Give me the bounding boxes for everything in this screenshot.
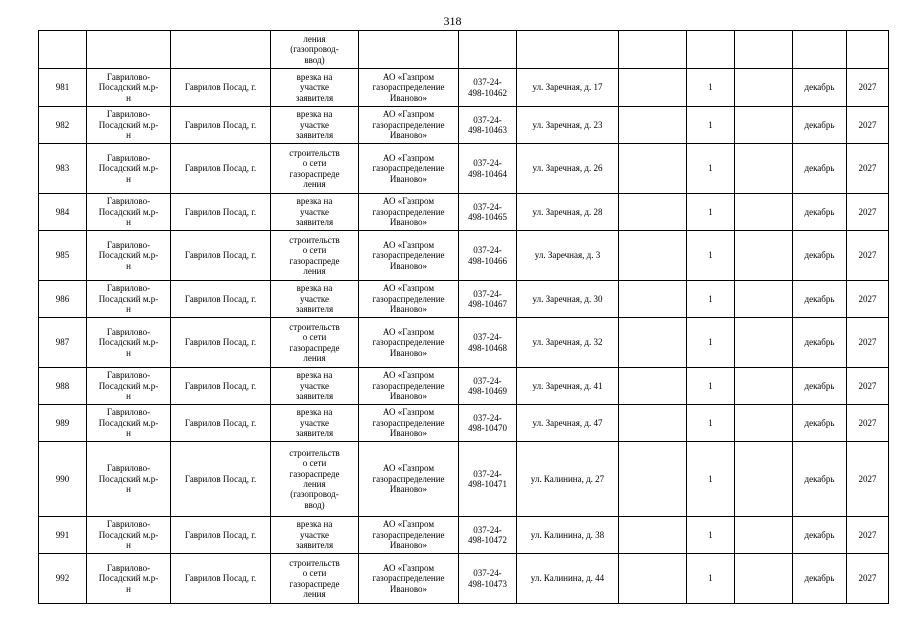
cell-organization: АО «Газпром газораспределение Иваново»	[359, 517, 459, 554]
cell-address: ул. Заречная, д. 47	[517, 405, 619, 442]
cell-settlement: Гаврилов Посад, г.	[171, 517, 271, 554]
cell-empty	[619, 442, 687, 517]
cell-district: Гаврилово- Посадский м.р- н	[87, 281, 171, 318]
cell-quantity: 1	[687, 405, 735, 442]
cell-district: Гаврилово- Посадский м.р- н	[87, 144, 171, 194]
cell-year: 2027	[847, 231, 889, 281]
cell-empty	[735, 194, 793, 231]
cell-number: 989	[39, 405, 87, 442]
cell-district: Гаврилово- Посадский м.р- н	[87, 318, 171, 368]
cell-empty	[619, 194, 687, 231]
cell-empty	[619, 405, 687, 442]
cell-year: 2027	[847, 107, 889, 144]
cell-empty	[735, 144, 793, 194]
cell-address: ул. Заречная, д. 26	[517, 144, 619, 194]
cell-connection-type: врезка на участке заявителя	[271, 368, 359, 405]
cell-empty	[735, 31, 793, 69]
cell-empty	[359, 31, 459, 69]
table-row-continuation	[39, 31, 889, 69]
cell-empty	[619, 368, 687, 405]
cell-empty	[735, 405, 793, 442]
cell-number: 984	[39, 194, 87, 231]
cell-settlement: Гаврилов Посад, г.	[171, 554, 271, 604]
cell-quantity: 1	[687, 144, 735, 194]
cell-empty	[735, 442, 793, 517]
cell-empty	[735, 231, 793, 281]
table-row	[39, 442, 889, 517]
cell-empty	[735, 281, 793, 318]
cell-code: 037-24- 498-10462	[459, 69, 517, 107]
table-body	[39, 31, 889, 604]
cell-code: 037-24- 498-10466	[459, 231, 517, 281]
cell-year: 2027	[847, 554, 889, 604]
cell-empty	[735, 368, 793, 405]
cell-connection-type: строительств о сети газораспреде ления	[271, 554, 359, 604]
cell-month: декабрь	[793, 231, 847, 281]
cell-code: 037-24- 498-10471	[459, 442, 517, 517]
cell-settlement: Гаврилов Посад, г.	[171, 69, 271, 107]
cell-district: Гаврилово- Посадский м.р- н	[87, 231, 171, 281]
cell-connection-type: строительств о сети газораспреде ления	[271, 144, 359, 194]
table-row	[39, 231, 889, 281]
cell-number: 992	[39, 554, 87, 604]
table-row	[39, 281, 889, 318]
cell-quantity: 1	[687, 281, 735, 318]
cell-organization: АО «Газпром газораспределение Иваново»	[359, 318, 459, 368]
cell-district: Гаврилово- Посадский м.р- н	[87, 69, 171, 107]
cell-month: декабрь	[793, 107, 847, 144]
cell-address: ул. Заречная, д. 28	[517, 194, 619, 231]
cell-number: 983	[39, 144, 87, 194]
cell-address: ул. Заречная, д. 17	[517, 69, 619, 107]
cell-connection-type: строительств о сети газораспреде ления	[271, 231, 359, 281]
cell-district: Гаврилово- Посадский м.р- н	[87, 405, 171, 442]
cell-empty	[517, 31, 619, 69]
cell-quantity: 1	[687, 442, 735, 517]
cell-district: Гаврилово- Посадский м.р- н	[87, 517, 171, 554]
cell-address: ул. Заречная, д. 23	[517, 107, 619, 144]
cell-settlement: Гаврилов Посад, г.	[171, 107, 271, 144]
cell-code: 037-24- 498-10463	[459, 107, 517, 144]
cell-address: ул. Калинина, д. 44	[517, 554, 619, 604]
cell-empty	[735, 107, 793, 144]
cell-connection-type: врезка на участке заявителя	[271, 281, 359, 318]
cell-quantity: 1	[687, 107, 735, 144]
cell-year: 2027	[847, 368, 889, 405]
cell-number: 985	[39, 231, 87, 281]
cell-month: декабрь	[793, 281, 847, 318]
cell-organization: АО «Газпром газораспределение Иваново»	[359, 107, 459, 144]
cell-year: 2027	[847, 281, 889, 318]
table-row	[39, 554, 889, 604]
cell-year: 2027	[847, 144, 889, 194]
cell-number: 988	[39, 368, 87, 405]
cell-empty	[619, 318, 687, 368]
cell-number: 986	[39, 281, 87, 318]
cell-organization: АО «Газпром газораспределение Иваново»	[359, 554, 459, 604]
connection-register-table	[38, 30, 889, 604]
cell-settlement: Гаврилов Посад, г.	[171, 442, 271, 517]
cell-month: декабрь	[793, 554, 847, 604]
table-row	[39, 517, 889, 554]
cell-number: 981	[39, 69, 87, 107]
cell-address: ул. Заречная, д. 3	[517, 231, 619, 281]
cell-number: 987	[39, 318, 87, 368]
cell-empty	[619, 31, 687, 69]
cell-quantity: 1	[687, 554, 735, 604]
cell-settlement: Гаврилов Посад, г.	[171, 194, 271, 231]
cell-connection-type: врезка на участке заявителя	[271, 194, 359, 231]
cell-empty	[793, 31, 847, 69]
cell-year: 2027	[847, 517, 889, 554]
table-row	[39, 69, 889, 107]
cell-quantity: 1	[687, 517, 735, 554]
cell-empty	[87, 31, 171, 69]
cell-month: декабрь	[793, 517, 847, 554]
cell-year: 2027	[847, 194, 889, 231]
cell-quantity: 1	[687, 231, 735, 281]
cell-quantity: 1	[687, 368, 735, 405]
cell-organization: АО «Газпром газораспределение Иваново»	[359, 144, 459, 194]
cell-settlement: Гаврилов Посад, г.	[171, 144, 271, 194]
cell-organization: АО «Газпром газораспределение Иваново»	[359, 405, 459, 442]
table-row	[39, 368, 889, 405]
cell-month: декабрь	[793, 405, 847, 442]
cell-year: 2027	[847, 442, 889, 517]
cell-code: 037-24- 498-10465	[459, 194, 517, 231]
cell-connection-type: врезка на участке заявителя	[271, 69, 359, 107]
cell-month: декабрь	[793, 442, 847, 517]
table-row	[39, 107, 889, 144]
cell-organization: АО «Газпром газораспределение Иваново»	[359, 368, 459, 405]
cell-address: ул. Заречная, д. 41	[517, 368, 619, 405]
cell-empty	[687, 31, 735, 69]
cell-empty	[171, 31, 271, 69]
cell-district: Гаврилово- Посадский м.р- н	[87, 554, 171, 604]
cell-empty	[619, 69, 687, 107]
table-row	[39, 144, 889, 194]
cell-address: ул. Заречная, д. 30	[517, 281, 619, 318]
cell-empty	[619, 231, 687, 281]
cell-organization: АО «Газпром газораспределение Иваново»	[359, 194, 459, 231]
cell-number: 990	[39, 442, 87, 517]
cell-code: 037-24- 498-10472	[459, 517, 517, 554]
cell-quantity: 1	[687, 194, 735, 231]
cell-code: 037-24- 498-10467	[459, 281, 517, 318]
cell-district: Гаврилово- Посадский м.р- н	[87, 368, 171, 405]
cell-code: 037-24- 498-10469	[459, 368, 517, 405]
cell-code: 037-24- 498-10470	[459, 405, 517, 442]
cell-organization: АО «Газпром газораспределение Иваново»	[359, 281, 459, 318]
cell-address: ул. Калинина, д. 27	[517, 442, 619, 517]
table-row	[39, 405, 889, 442]
cell-connection-type: врезка на участке заявителя	[271, 517, 359, 554]
cell-settlement: Гаврилов Посад, г.	[171, 405, 271, 442]
cell-empty	[39, 31, 87, 69]
cell-empty	[619, 144, 687, 194]
cell-year: 2027	[847, 318, 889, 368]
cell-year: 2027	[847, 69, 889, 107]
cell-empty	[735, 554, 793, 604]
cell-empty	[619, 281, 687, 318]
cell-empty	[735, 69, 793, 107]
cell-empty	[847, 31, 889, 69]
cell-district: Гаврилово- Посадский м.р- н	[87, 194, 171, 231]
cell-number: 991	[39, 517, 87, 554]
cell-code: 037-24- 498-10464	[459, 144, 517, 194]
cell-address: ул. Калинина, д. 38	[517, 517, 619, 554]
cell-number: 982	[39, 107, 87, 144]
cell-month: декабрь	[793, 318, 847, 368]
cell-connection-type: врезка на участке заявителя	[271, 107, 359, 144]
cell-settlement: Гаврилов Посад, г.	[171, 281, 271, 318]
cell-empty	[619, 554, 687, 604]
cell-month: декабрь	[793, 144, 847, 194]
cell-empty	[619, 517, 687, 554]
cell-month: декабрь	[793, 194, 847, 231]
cell-quantity: 1	[687, 69, 735, 107]
cell-empty	[735, 318, 793, 368]
cell-code: 037-24- 498-10468	[459, 318, 517, 368]
cell-connection-type: строительств о сети газораспреде ления (газопровод- ввод)	[271, 442, 359, 517]
cell-connection-type: врезка на участке заявителя	[271, 405, 359, 442]
cell-settlement: Гаврилов Посад, г.	[171, 368, 271, 405]
cell-empty	[459, 31, 517, 69]
cell-organization: АО «Газпром газораспределение Иваново»	[359, 69, 459, 107]
cell-district: Гаврилово- Посадский м.р- н	[87, 107, 171, 144]
cell-connection-type: строительств о сети газораспреде ления	[271, 318, 359, 368]
cell-month: декабрь	[793, 368, 847, 405]
cell-quantity: 1	[687, 318, 735, 368]
page-number: 318	[443, 14, 462, 28]
cell-empty	[619, 107, 687, 144]
table-row	[39, 194, 889, 231]
cell-organization: АО «Газпром газораспределение Иваново»	[359, 231, 459, 281]
cell-settlement: Гаврилов Посад, г.	[171, 318, 271, 368]
cell-district: Гаврилово- Посадский м.р- н	[87, 442, 171, 517]
cell-code: 037-24- 498-10473	[459, 554, 517, 604]
cell-address: ул. Заречная, д. 32	[517, 318, 619, 368]
cell-year: 2027	[847, 405, 889, 442]
cell-connection-type: ления (газопровод- ввод)	[271, 31, 359, 69]
table-row	[39, 318, 889, 368]
cell-settlement: Гаврилов Посад, г.	[171, 231, 271, 281]
cell-organization: АО «Газпром газораспределение Иваново»	[359, 442, 459, 517]
cell-empty	[735, 517, 793, 554]
cell-month: декабрь	[793, 69, 847, 107]
